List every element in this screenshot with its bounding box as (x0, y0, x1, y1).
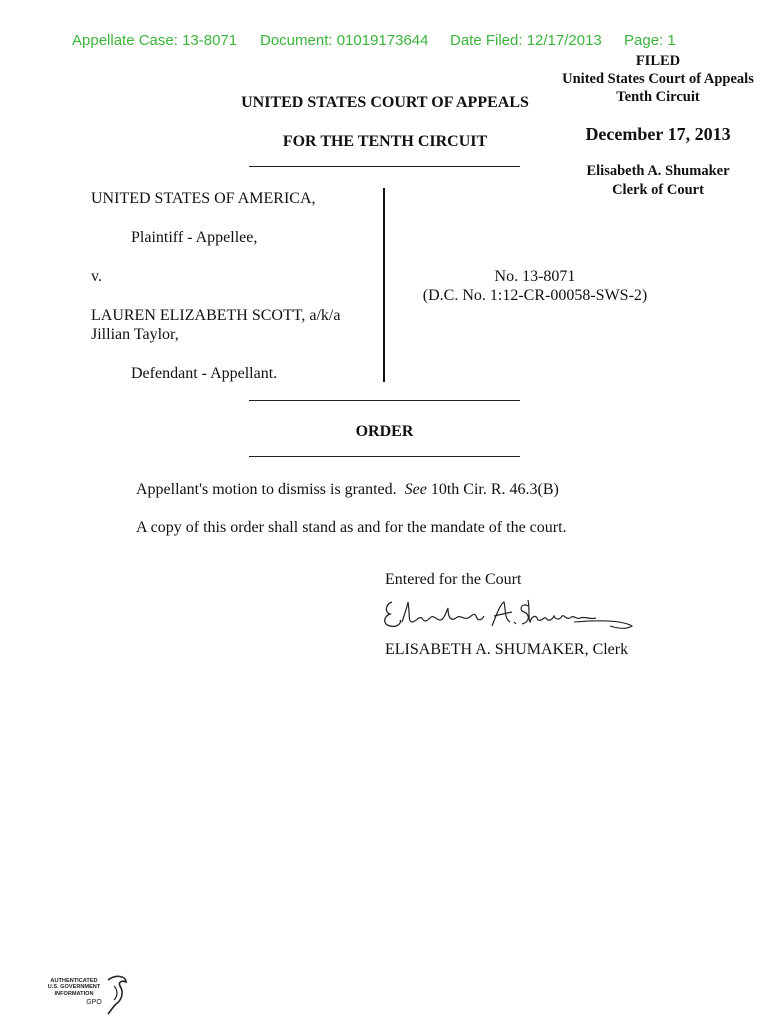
signer-name: ELISABETH A. SHUMAKER, Clerk (385, 641, 629, 658)
defendant-name-line1: LAUREN ELIZABETH SCOTT, a/k/a (91, 307, 341, 324)
circuit-title: FOR THE TENTH CIRCUIT (282, 133, 488, 150)
header-case: Appellate Case: 13-8071 (72, 32, 238, 49)
case-number: No. 13-8071 (494, 268, 576, 285)
gpo-seal-mark: GPO (86, 999, 102, 1006)
filed-clerk (548, 162, 768, 200)
gpo-seal-line2: U.S. GOVERNMENT (47, 984, 101, 991)
order-paragraph-1-text: Appellant's motion to dismiss is granted. (136, 481, 397, 498)
gpo-authentication-seal (42, 972, 134, 1018)
header-page: Page: 1 (624, 32, 676, 49)
filed-circuit: Tenth Circuit (616, 89, 700, 105)
gpo-seal-line3: INFORMATION (54, 990, 94, 997)
filed-clerk-name: Elisabeth A. Shumaker (586, 163, 730, 179)
plaintiff-name: UNITED STATES OF AMERICA, (91, 190, 316, 207)
plaintiff-role: Plaintiff - Appellee, (131, 229, 258, 246)
clerk-signature (378, 592, 638, 640)
entered-for-court: Entered for the Court (385, 571, 522, 588)
filed-clerk-title: Clerk of Court (612, 182, 704, 198)
eagle-icon (104, 974, 130, 1016)
caption-divider (383, 188, 385, 382)
order-rule-citation: 10th Cir. R. 46.3(B) (430, 481, 559, 498)
order-paragraph-1 (136, 481, 559, 499)
header-date-filed: Date Filed: 12/17/2013 (450, 32, 602, 49)
defendant-name-line2: Jillian Taylor, (91, 326, 179, 343)
filed-date: December 17, 2013 (585, 124, 731, 144)
order-see-signal: See (404, 481, 427, 498)
order-divider-bottom (249, 456, 520, 457)
title-divider (249, 166, 520, 167)
order-paragraph-2: A copy of this order shall stand as and for the mandate of the court. (136, 519, 567, 536)
court-title: UNITED STATES COURT OF APPEALS (241, 94, 529, 111)
header-document: Document: 01019173644 (260, 32, 429, 49)
gpo-seal-line1: AUTHENTICATED (50, 978, 98, 984)
defendant-role: Defendant - Appellant. (131, 365, 278, 382)
order-heading: ORDER (355, 423, 414, 440)
filed-stamp (548, 52, 768, 106)
gpo-seal-text (42, 978, 106, 997)
order-divider-top (249, 400, 520, 401)
versus: v. (91, 268, 102, 285)
filed-label: FILED (635, 53, 681, 69)
district-case-number: (D.C. No. 1:12-CR-00058-SWS-2) (422, 287, 648, 304)
filed-court: United States Court of Appeals (562, 71, 754, 87)
